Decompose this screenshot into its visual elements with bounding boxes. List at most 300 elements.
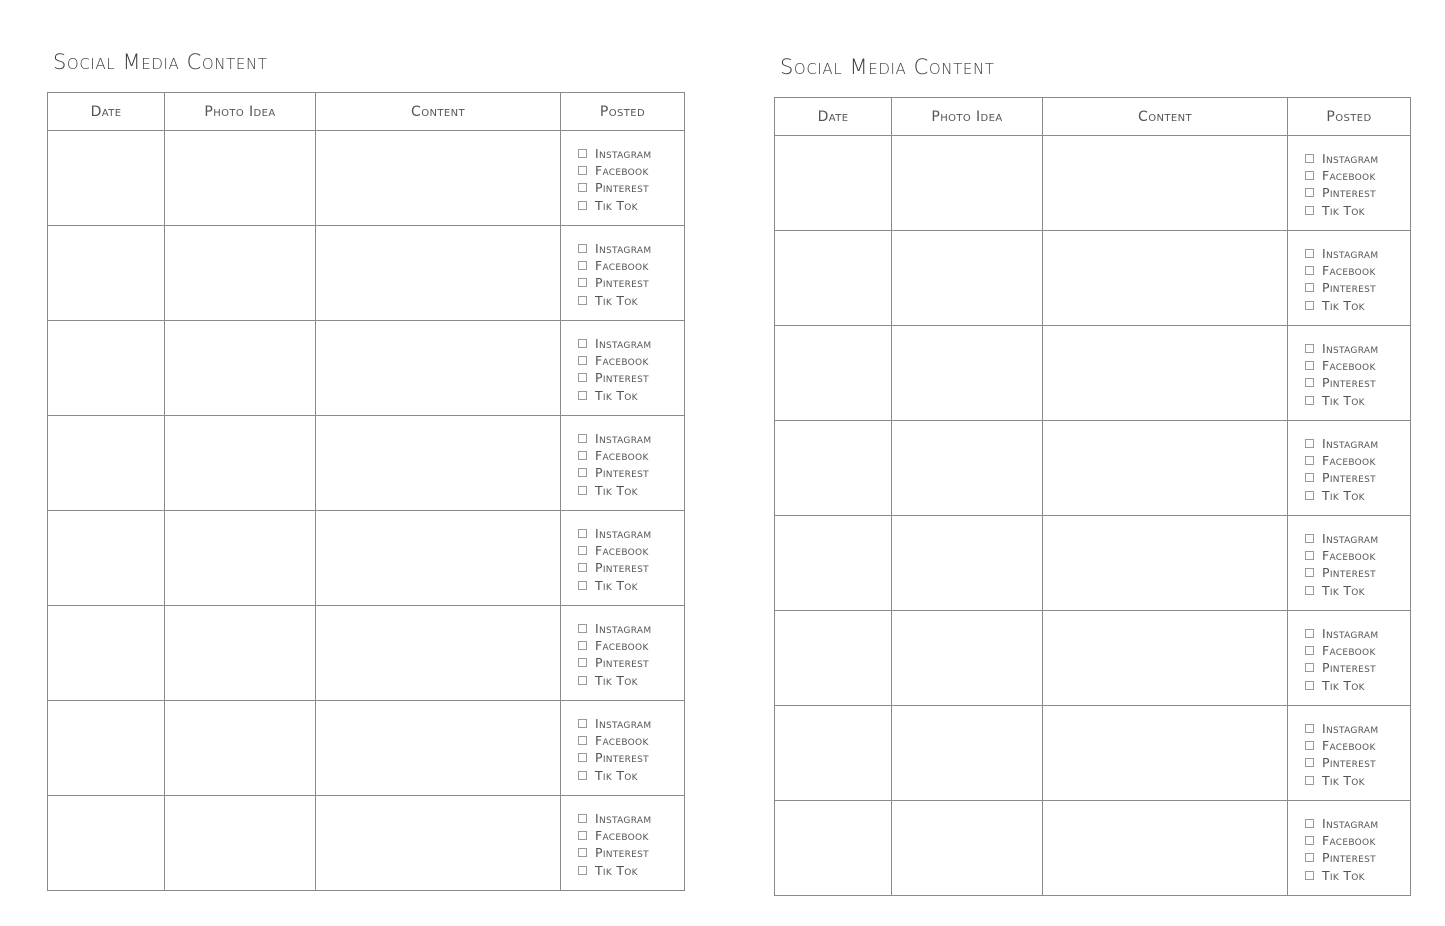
empty-checkbox-icon[interactable] — [578, 166, 587, 175]
empty-checkbox-icon[interactable] — [1305, 283, 1314, 292]
platform-label: Instagram — [595, 336, 652, 351]
platform-label: Pinterest — [1322, 660, 1376, 675]
photo-idea-cell[interactable] — [892, 231, 1043, 326]
empty-checkbox-icon[interactable] — [578, 339, 587, 348]
platform-option[interactable] — [578, 369, 684, 386]
posted-cell — [1288, 136, 1411, 231]
photo-idea-cell[interactable] — [892, 421, 1043, 516]
platform-option[interactable] — [1305, 832, 1410, 849]
empty-checkbox-icon[interactable] — [578, 753, 587, 762]
content-cell[interactable] — [316, 416, 561, 511]
platform-option[interactable] — [1305, 262, 1410, 279]
date-cell[interactable] — [48, 416, 165, 511]
platform-option[interactable] — [1305, 547, 1410, 564]
content-cell[interactable] — [316, 226, 561, 321]
platform-option[interactable] — [1305, 452, 1410, 469]
platform-checklist — [561, 226, 684, 309]
content-cell[interactable] — [316, 606, 561, 701]
platform-label: Tik Tok — [595, 673, 638, 688]
date-cell[interactable] — [775, 801, 892, 896]
platform-label: Instagram — [1322, 816, 1379, 831]
platform-label: Tik Tok — [595, 198, 638, 213]
photo-idea-cell[interactable] — [165, 131, 316, 226]
platform-label: Tik Tok — [595, 578, 638, 593]
platform-option[interactable] — [1305, 642, 1410, 659]
empty-checkbox-icon[interactable] — [578, 278, 587, 287]
empty-checkbox-icon[interactable] — [1305, 206, 1314, 215]
platform-label: Instagram — [595, 716, 652, 731]
empty-checkbox-icon[interactable] — [578, 373, 587, 382]
posted-cell — [561, 226, 685, 321]
platform-label: Instagram — [595, 146, 652, 161]
empty-checkbox-icon[interactable] — [578, 581, 587, 590]
date-cell[interactable] — [775, 326, 892, 421]
platform-label: Pinterest — [1322, 470, 1376, 485]
platform-label: Facebook — [1322, 263, 1376, 278]
empty-checkbox-icon[interactable] — [1305, 741, 1314, 750]
content-cell[interactable] — [1043, 231, 1288, 326]
date-cell[interactable] — [48, 321, 165, 416]
platform-option[interactable] — [578, 559, 684, 576]
platform-checklist — [561, 131, 684, 214]
platform-option[interactable] — [578, 827, 684, 844]
table-row — [48, 701, 685, 796]
date-cell[interactable] — [48, 701, 165, 796]
platform-option[interactable] — [1305, 625, 1410, 642]
platform-option[interactable] — [1305, 184, 1410, 201]
platform-label: Pinterest — [595, 655, 649, 670]
platform-label: Instagram — [1322, 626, 1379, 641]
photo-idea-cell[interactable] — [892, 326, 1043, 421]
platform-option[interactable] — [578, 352, 684, 369]
platform-label: Tik Tok — [1322, 868, 1365, 883]
content-table — [774, 97, 1411, 896]
empty-checkbox-icon[interactable] — [1305, 396, 1314, 405]
platform-option[interactable] — [1305, 815, 1410, 832]
header-row — [48, 93, 685, 131]
platform-label: Pinterest — [1322, 565, 1376, 580]
platform-option[interactable] — [578, 292, 684, 309]
table-row — [48, 131, 685, 226]
posted-cell — [561, 131, 685, 226]
empty-checkbox-icon[interactable] — [1305, 344, 1314, 353]
empty-checkbox-icon[interactable] — [1305, 724, 1314, 733]
platform-option[interactable] — [578, 430, 684, 447]
platform-label: Tik Tok — [1322, 773, 1365, 788]
platform-label: Instagram — [595, 621, 652, 636]
platform-option[interactable] — [1305, 737, 1410, 754]
platform-label: Pinterest — [1322, 850, 1376, 865]
photo-idea-cell[interactable] — [892, 706, 1043, 801]
content-cell[interactable] — [1043, 706, 1288, 801]
photo-idea-cell[interactable] — [165, 606, 316, 701]
platform-label: Facebook — [595, 163, 649, 178]
platform-label: Pinterest — [1322, 280, 1376, 295]
empty-checkbox-icon[interactable] — [1305, 491, 1314, 500]
platform-label: Instagram — [1322, 151, 1379, 166]
empty-checkbox-icon[interactable] — [578, 529, 587, 538]
platform-label: Facebook — [595, 733, 649, 748]
empty-checkbox-icon[interactable] — [578, 356, 587, 365]
platform-label: Instagram — [1322, 531, 1379, 546]
platform-option[interactable] — [1305, 392, 1410, 409]
platform-option[interactable] — [578, 620, 684, 637]
empty-checkbox-icon[interactable] — [578, 719, 587, 728]
platform-option[interactable] — [578, 482, 684, 499]
date-cell[interactable] — [775, 516, 892, 611]
table-row — [775, 516, 1411, 611]
platform-option[interactable] — [1305, 340, 1410, 357]
table-row — [775, 231, 1411, 326]
posted-cell — [1288, 326, 1411, 421]
platform-label: Instagram — [1322, 436, 1379, 451]
posted-cell — [561, 701, 685, 796]
empty-checkbox-icon[interactable] — [578, 658, 587, 667]
platform-option[interactable] — [1305, 297, 1410, 314]
platform-label: Tik Tok — [595, 388, 638, 403]
platform-option[interactable] — [578, 637, 684, 654]
platform-label: Facebook — [1322, 358, 1376, 373]
table-row — [48, 511, 685, 606]
empty-checkbox-icon[interactable] — [578, 451, 587, 460]
photo-idea-cell[interactable] — [892, 611, 1043, 706]
platform-option[interactable] — [1305, 849, 1410, 866]
empty-checkbox-icon[interactable] — [1305, 551, 1314, 560]
platform-option[interactable] — [578, 672, 684, 689]
empty-checkbox-icon[interactable] — [578, 563, 587, 572]
empty-checkbox-icon[interactable] — [1305, 534, 1314, 543]
content-cell[interactable] — [316, 321, 561, 416]
platform-label: Instagram — [1322, 246, 1379, 261]
platform-option[interactable] — [1305, 245, 1410, 262]
platform-option[interactable] — [578, 844, 684, 861]
table-row — [48, 606, 685, 701]
empty-checkbox-icon[interactable] — [578, 624, 587, 633]
platform-label: Tik Tok — [1322, 678, 1365, 693]
platform-label: Tik Tok — [1322, 583, 1365, 598]
platform-label: Facebook — [1322, 548, 1376, 563]
platform-label: Pinterest — [1322, 185, 1376, 200]
platform-checklist — [561, 416, 684, 499]
header-content: Content — [1043, 98, 1288, 136]
platform-label: Pinterest — [595, 750, 649, 765]
photo-idea-cell[interactable] — [892, 136, 1043, 231]
empty-checkbox-icon[interactable] — [578, 391, 587, 400]
photo-idea-cell[interactable] — [892, 516, 1043, 611]
posted-cell — [561, 796, 685, 891]
date-cell[interactable] — [775, 421, 892, 516]
table-row — [775, 801, 1411, 896]
empty-checkbox-icon[interactable] — [1305, 301, 1314, 310]
empty-checkbox-icon[interactable] — [1305, 629, 1314, 638]
platform-checklist — [561, 321, 684, 404]
platform-label: Tik Tok — [1322, 203, 1365, 218]
empty-checkbox-icon[interactable] — [1305, 473, 1314, 482]
platform-checklist — [561, 701, 684, 784]
header-posted: Posted — [1288, 98, 1411, 136]
platform-label: Instagram — [595, 811, 652, 826]
platform-label: Instagram — [595, 241, 652, 256]
empty-checkbox-icon[interactable] — [1305, 776, 1314, 785]
table-row — [48, 796, 685, 891]
posted-cell — [1288, 801, 1411, 896]
platform-option[interactable] — [1305, 867, 1410, 884]
platform-label: Facebook — [595, 543, 649, 558]
content-cell[interactable] — [1043, 516, 1288, 611]
posted-cell — [1288, 611, 1411, 706]
platform-label: Tik Tok — [1322, 298, 1365, 313]
platform-option[interactable] — [578, 447, 684, 464]
empty-checkbox-icon[interactable] — [578, 149, 587, 158]
photo-idea-cell[interactable] — [165, 226, 316, 321]
empty-checkbox-icon[interactable] — [578, 546, 587, 555]
platform-option[interactable] — [1305, 150, 1410, 167]
platform-checklist — [1288, 326, 1410, 409]
platform-option[interactable] — [578, 654, 684, 671]
platform-label: Facebook — [1322, 833, 1376, 848]
platform-checklist — [1288, 706, 1410, 789]
photo-idea-cell[interactable] — [165, 796, 316, 891]
platform-checklist — [561, 606, 684, 689]
empty-checkbox-icon[interactable] — [1305, 586, 1314, 595]
empty-checkbox-icon[interactable] — [1305, 836, 1314, 845]
content-cell[interactable] — [316, 701, 561, 796]
table-row — [48, 226, 685, 321]
header-content: Content — [316, 93, 561, 131]
platform-label: Facebook — [595, 448, 649, 463]
posted-cell — [1288, 231, 1411, 326]
content-cell[interactable] — [1043, 326, 1288, 421]
empty-checkbox-icon[interactable] — [1305, 249, 1314, 258]
platform-label: Instagram — [595, 526, 652, 541]
empty-checkbox-icon[interactable] — [1305, 758, 1314, 767]
empty-checkbox-icon[interactable] — [578, 468, 587, 477]
table-row — [48, 416, 685, 511]
platform-label: Facebook — [1322, 738, 1376, 753]
table-row — [775, 611, 1411, 706]
platform-option[interactable] — [578, 179, 684, 196]
platform-label: Pinterest — [1322, 375, 1376, 390]
content-cell[interactable] — [1043, 611, 1288, 706]
date-cell[interactable] — [775, 611, 892, 706]
platform-option[interactable] — [578, 542, 684, 559]
empty-checkbox-icon[interactable] — [578, 831, 587, 840]
date-cell[interactable] — [48, 606, 165, 701]
platform-label: Pinterest — [1322, 755, 1376, 770]
empty-checkbox-icon[interactable] — [578, 848, 587, 857]
empty-checkbox-icon[interactable] — [1305, 853, 1314, 862]
platform-option[interactable] — [1305, 167, 1410, 184]
table-row — [775, 421, 1411, 516]
empty-checkbox-icon[interactable] — [1305, 171, 1314, 180]
platform-option[interactable] — [578, 274, 684, 291]
platform-option[interactable] — [578, 162, 684, 179]
platform-option[interactable] — [1305, 487, 1410, 504]
platform-option[interactable] — [578, 387, 684, 404]
platform-option[interactable] — [578, 197, 684, 214]
header-date: Date — [775, 98, 892, 136]
platform-option[interactable] — [1305, 357, 1410, 374]
content-cell[interactable] — [316, 131, 561, 226]
platform-label: Tik Tok — [595, 483, 638, 498]
table-row — [775, 326, 1411, 421]
platform-option[interactable] — [578, 464, 684, 481]
photo-idea-cell[interactable] — [165, 416, 316, 511]
empty-checkbox-icon[interactable] — [578, 434, 587, 443]
posted-cell — [561, 321, 685, 416]
empty-checkbox-icon[interactable] — [1305, 188, 1314, 197]
date-cell[interactable] — [48, 226, 165, 321]
empty-checkbox-icon[interactable] — [578, 676, 587, 685]
empty-checkbox-icon[interactable] — [1305, 646, 1314, 655]
platform-option[interactable] — [578, 862, 684, 879]
platform-option[interactable] — [1305, 469, 1410, 486]
platform-label: Instagram — [595, 431, 652, 446]
content-table — [47, 92, 685, 891]
platform-label: Tik Tok — [1322, 393, 1365, 408]
platform-option[interactable] — [1305, 564, 1410, 581]
empty-checkbox-icon[interactable] — [1305, 663, 1314, 672]
table-row — [48, 321, 685, 416]
posted-cell — [1288, 421, 1411, 516]
platform-label: Facebook — [595, 258, 649, 273]
platform-checklist — [1288, 136, 1410, 219]
platform-option[interactable] — [1305, 582, 1410, 599]
empty-checkbox-icon[interactable] — [1305, 819, 1314, 828]
photo-idea-cell[interactable] — [165, 321, 316, 416]
platform-checklist — [1288, 611, 1410, 694]
empty-checkbox-icon[interactable] — [578, 261, 587, 270]
platform-label: Facebook — [595, 828, 649, 843]
platform-option[interactable] — [578, 257, 684, 274]
platform-option[interactable] — [1305, 279, 1410, 296]
posted-cell — [1288, 706, 1411, 801]
empty-checkbox-icon[interactable] — [1305, 154, 1314, 163]
empty-checkbox-icon[interactable] — [578, 736, 587, 745]
header-photo-idea: Photo Idea — [165, 93, 316, 131]
empty-checkbox-icon[interactable] — [1305, 568, 1314, 577]
photo-idea-cell[interactable] — [892, 801, 1043, 896]
content-cell[interactable] — [1043, 136, 1288, 231]
date-cell[interactable] — [775, 706, 892, 801]
empty-checkbox-icon[interactable] — [1305, 456, 1314, 465]
platform-option[interactable] — [578, 767, 684, 784]
platform-option[interactable] — [578, 240, 684, 257]
empty-checkbox-icon[interactable] — [578, 486, 587, 495]
posted-cell — [561, 511, 685, 606]
platform-label: Tik Tok — [595, 293, 638, 308]
empty-checkbox-icon[interactable] — [1305, 378, 1314, 387]
platform-checklist — [1288, 231, 1410, 314]
platform-option[interactable] — [578, 525, 684, 542]
platform-option[interactable] — [578, 715, 684, 732]
platform-label: Pinterest — [595, 845, 649, 860]
date-cell[interactable] — [775, 231, 892, 326]
platform-option[interactable] — [578, 749, 684, 766]
empty-checkbox-icon[interactable] — [578, 866, 587, 875]
empty-checkbox-icon[interactable] — [578, 244, 587, 253]
empty-checkbox-icon[interactable] — [578, 201, 587, 210]
empty-checkbox-icon[interactable] — [1305, 439, 1314, 448]
platform-label: Tik Tok — [1322, 488, 1365, 503]
content-cell[interactable] — [1043, 801, 1288, 896]
platform-option[interactable] — [578, 335, 684, 352]
empty-checkbox-icon[interactable] — [578, 771, 587, 780]
content-cell[interactable] — [1043, 421, 1288, 516]
platform-option[interactable] — [578, 810, 684, 827]
platform-option[interactable] — [1305, 435, 1410, 452]
date-cell[interactable] — [775, 136, 892, 231]
empty-checkbox-icon[interactable] — [1305, 266, 1314, 275]
empty-checkbox-icon[interactable] — [578, 183, 587, 192]
header-row — [775, 98, 1411, 136]
platform-label: Facebook — [1322, 453, 1376, 468]
platform-option[interactable] — [578, 145, 684, 162]
posted-cell — [1288, 516, 1411, 611]
platform-label: Pinterest — [595, 370, 649, 385]
posted-cell — [561, 606, 685, 701]
date-cell[interactable] — [48, 511, 165, 606]
header-date: Date — [48, 93, 165, 131]
empty-checkbox-icon[interactable] — [1305, 681, 1314, 690]
platform-checklist — [561, 796, 684, 879]
platform-option[interactable] — [1305, 530, 1410, 547]
posted-cell — [561, 416, 685, 511]
page-title: Social Media Content — [53, 50, 268, 74]
empty-checkbox-icon[interactable] — [1305, 871, 1314, 880]
photo-idea-cell[interactable] — [165, 701, 316, 796]
platform-label: Pinterest — [595, 180, 649, 195]
header-posted: Posted — [561, 93, 685, 131]
platform-label: Facebook — [595, 353, 649, 368]
platform-label: Tik Tok — [595, 768, 638, 783]
platform-option[interactable] — [1305, 772, 1410, 789]
header-photo-idea: Photo Idea — [892, 98, 1043, 136]
platform-option[interactable] — [1305, 202, 1410, 219]
platform-label: Pinterest — [595, 465, 649, 480]
content-cell[interactable] — [316, 511, 561, 606]
platform-option[interactable] — [1305, 374, 1410, 391]
platform-checklist — [1288, 516, 1410, 599]
empty-checkbox-icon[interactable] — [578, 814, 587, 823]
date-cell[interactable] — [48, 131, 165, 226]
platform-label: Pinterest — [595, 560, 649, 575]
content-cell[interactable] — [316, 796, 561, 891]
empty-checkbox-icon[interactable] — [578, 296, 587, 305]
photo-idea-cell[interactable] — [165, 511, 316, 606]
platform-checklist — [1288, 421, 1410, 504]
platform-label: Pinterest — [595, 275, 649, 290]
platform-label: Tik Tok — [595, 863, 638, 878]
platform-option[interactable] — [1305, 720, 1410, 737]
platform-checklist — [561, 511, 684, 594]
platform-label: Facebook — [1322, 643, 1376, 658]
empty-checkbox-icon[interactable] — [1305, 361, 1314, 370]
platform-option[interactable] — [578, 732, 684, 749]
table-row — [775, 706, 1411, 801]
platform-option[interactable] — [578, 577, 684, 594]
page-title: Social Media Content — [780, 55, 995, 79]
platform-option[interactable] — [1305, 659, 1410, 676]
platform-label: Instagram — [1322, 721, 1379, 736]
date-cell[interactable] — [48, 796, 165, 891]
empty-checkbox-icon[interactable] — [578, 641, 587, 650]
platform-checklist — [1288, 801, 1410, 884]
platform-option[interactable] — [1305, 754, 1410, 771]
platform-option[interactable] — [1305, 677, 1410, 694]
platform-label: Facebook — [595, 638, 649, 653]
table-row — [775, 136, 1411, 231]
